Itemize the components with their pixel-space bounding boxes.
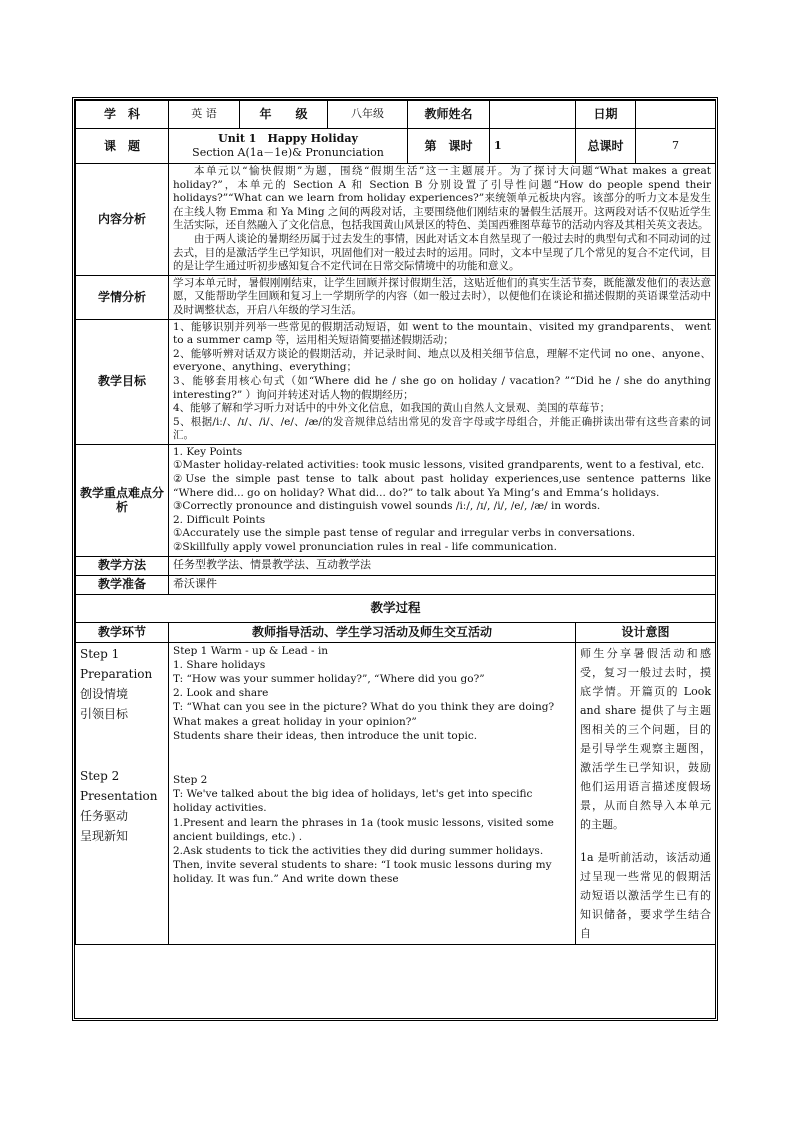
activity-line: 2.Ask students to tick the activities they did during summer holidays. Then, invite several students to share: “I took music lessons during my holiday. It was fun.” And write down these <box>173 845 552 886</box>
stage-1-title: Preparation <box>80 666 153 681</box>
learner-analysis-text: 学习本单元时，暑假刚刚结束，让学生回顾并探讨假期生活，这贴近他们的真实生活节奏，既能激发他们的表达意愿，又能帮助学生回顾和复习上一学期所学的内容（如一般过去时），以便他们在谈论和描述假期的英语课堂活动中及时调整状态，开启八年级的学习生活。 <box>169 275 716 319</box>
objectives-row <box>76 319 716 444</box>
activity-line: T: We've talked about the big idea of holidays, let's get into specific holiday activities. <box>173 788 533 815</box>
intent-paragraph-1: 师生分享暑假活动和感受，复习一般过去时，摸底学情。开篇页的 Look and share 提供了与主题图相关的三个问题，目的是引导学生观察主题图，激活学生已学知识，鼓励他们运用语言描述度假场景，从而自然导入本单元的主题。 <box>580 646 711 831</box>
stage-1-subtitle: 创设情境 <box>80 686 129 701</box>
process-col-stage: 教学环节 <box>76 622 169 642</box>
activity-line: T: “How was your summer holiday?”, “Where did you go?” <box>173 673 485 686</box>
objective-item: 4、能够了解和学习听力对话中的中外文化信息，如我国的黄山自然人文景观、美国的草莓节； <box>173 402 611 415</box>
topic-title: Unit 1 Happy Holiday <box>218 131 358 145</box>
key-point-line: ①Accurately use the simple past tense of regular and irregular verbs in conversations. <box>173 527 636 540</box>
activity-line: Step 2 <box>173 774 208 787</box>
key-point-line: 1. Key Points <box>173 445 243 458</box>
process-header-row <box>76 622 716 642</box>
process-title: 教学过程 <box>76 594 716 622</box>
objectives-label: 教学目标 <box>76 319 169 444</box>
process-title-row <box>76 594 716 622</box>
activity-line: Step 1 Warm - up & Lead - in <box>173 644 329 657</box>
date-label: 日期 <box>576 101 636 129</box>
stage-1-subtitle-2: 引领目标 <box>80 706 129 721</box>
content-analysis-paragraph-1: 本单元以“愉快假期”为题，围绕“假期生活”这一主题展开。为了探讨大问题“What makes a great holiday?”，本单元的 Section A 和 Section B 分别设置了引导性问题“How do people spend their holidays?”“What can we learn from holiday experiences?”来统领单元板块内容。该部分的听力文本是发生在主线人物 Emma 和 Ya Ming 之间的两段对话，主要围绕他们刚结束的暑假生活展开。这两段对话不仅贴近学生生活实际，还自然融入了文化信息，包括我国黄山风景区的特色、美国西雅图草莓节的活动内容及其相关英文表达。 <box>173 165 711 232</box>
objectives-list <box>169 319 716 444</box>
stage-2 <box>80 766 164 846</box>
period-label: 第 课时 <box>408 129 490 164</box>
learner-analysis-label: 学情分析 <box>76 275 169 319</box>
total-periods-label: 总课时 <box>576 129 636 164</box>
process-col-intent: 设计意图 <box>576 622 716 642</box>
key-point-line: ①Master holiday-related activities: took music lessons, visited grandparents, went to a festival, etc. <box>173 459 705 472</box>
lesson-plan-table <box>75 100 716 945</box>
content-analysis-text <box>169 164 716 276</box>
grade-value: 八年级 <box>328 101 408 129</box>
stage-2-subtitle: 任务驱动 <box>80 808 129 823</box>
teacher-label: 教师姓名 <box>408 101 490 129</box>
stage-2-subtitle-2: 呈现新知 <box>80 828 129 843</box>
key-point-line: ③Correctly pronounce and distinguish vowel sounds /iː/, /ɪ/, /i/, /e/, /æ/ in words. <box>173 500 601 513</box>
objective-item: 2、能够听辨对话双方谈论的假期活动，并记录时间、地点以及相关细节信息，理解不定代词 no one、anyone、everyone、anything、everything； <box>173 347 711 374</box>
topic-cell <box>169 129 408 164</box>
date-value <box>636 101 716 129</box>
content-analysis-label: 内容分析 <box>76 164 169 276</box>
intent-paragraph-2: 1a 是听前活动，该活动通过呈现一些常见的假期活动短语以激活学生已有的知识储备，要求学生结合自 <box>580 850 711 940</box>
content-analysis-paragraph-2: 由于两人谈论的暑期经历属于过去发生的事情，因此对话文本自然呈现了一般过去时的典型句式和不同动词的过去式，目的是激活学生已学知识，巩固他们对一般过去时的运用。同时，文本中呈现了几个常见的复合不定代词，目的是让学生通过听初步感知复合不定代词在日常交际情境中的功能和意义。 <box>173 232 711 273</box>
header-row-1 <box>76 101 716 129</box>
methods-row <box>76 556 716 575</box>
preparation-row <box>76 575 716 594</box>
stage-1 <box>80 644 164 724</box>
subject-label: 学 科 <box>76 101 169 129</box>
key-points-row <box>76 444 716 556</box>
activity-line: 1.Present and learn the phrases in 1a (took music lessons, visited some ancient buildings, etc.) . <box>173 816 554 843</box>
total-periods-value: 7 <box>636 129 716 164</box>
objective-item: 1、能够识别并列举一些常见的假期活动短语，如 went to the mountain、visited my grandparents、 went to a summer camp 等，运用相关短语简要描述假期活动； <box>173 320 711 347</box>
process-stage-cell <box>76 642 169 944</box>
process-col-activities: 教师指导活动、学生学习活动及师生交互活动 <box>169 622 576 642</box>
learner-analysis-row <box>76 275 716 319</box>
stage-2-title: Presentation <box>80 788 158 803</box>
key-point-line: 2. Difficult Points <box>173 513 266 526</box>
period-value: 1 <box>490 129 576 164</box>
activity-line: Students share their ideas, then introduce the unit topic. <box>173 729 478 742</box>
process-activities-cell <box>169 642 576 944</box>
objective-item: 3、能够套用核心句式（如“Where did he / she go on holiday / vacation? ”“Did he / she do anything interesting?” ）询问并转述对话人物的假期经历； <box>173 374 711 401</box>
subject-value: 英 语 <box>169 101 240 129</box>
grade-label: 年 级 <box>240 101 328 129</box>
stage-1-step: Step 1 <box>80 646 120 661</box>
objective-item: 5、根据/iː/、/ɪ/、/i/、/e/、/æ/的发音规律总结出常见的发音字母或字母组合，并能正确拼读出带有这些音素的词汇。 <box>173 415 711 442</box>
header-row-2 <box>76 129 716 164</box>
intent-spacer <box>580 834 711 848</box>
preparation-value: 希沃课件 <box>169 575 716 594</box>
key-points-label: 教学重点难点分析 <box>76 444 169 556</box>
stage-spacer <box>80 724 164 766</box>
activity-line: 2. Look and share <box>173 687 269 700</box>
activity-gap <box>173 743 571 773</box>
process-body-row <box>76 642 716 944</box>
topic-label: 课 题 <box>76 129 169 164</box>
activity-line: T: “What can you see in the picture? What do you think they are doing? What makes a great holiday in your opinion?” <box>173 701 555 728</box>
preparation-label: 教学准备 <box>76 575 169 594</box>
key-point-line: ②Use the simple past tense to talk about past holiday experiences,use sentence patterns like “Where did... go on holiday? What did... do?” to talk about Ya Ming’s and Emma’s holidays. <box>173 473 711 499</box>
stage-2-step: Step 2 <box>80 768 120 783</box>
methods-label: 教学方法 <box>76 556 169 575</box>
activity-line: 1. Share holidays <box>173 658 266 671</box>
content-analysis-row <box>76 164 716 276</box>
methods-value: 任务型教学法、情景教学法、互动教学法 <box>169 556 716 575</box>
topic-section: Section A(1a－1e)& Pronunciation <box>192 146 384 159</box>
teacher-value <box>490 101 576 129</box>
key-points-text <box>169 444 716 556</box>
process-intent-cell <box>576 642 716 944</box>
key-point-line: ②Skillfully apply vowel pronunciation rules in real - life communication. <box>173 541 557 554</box>
